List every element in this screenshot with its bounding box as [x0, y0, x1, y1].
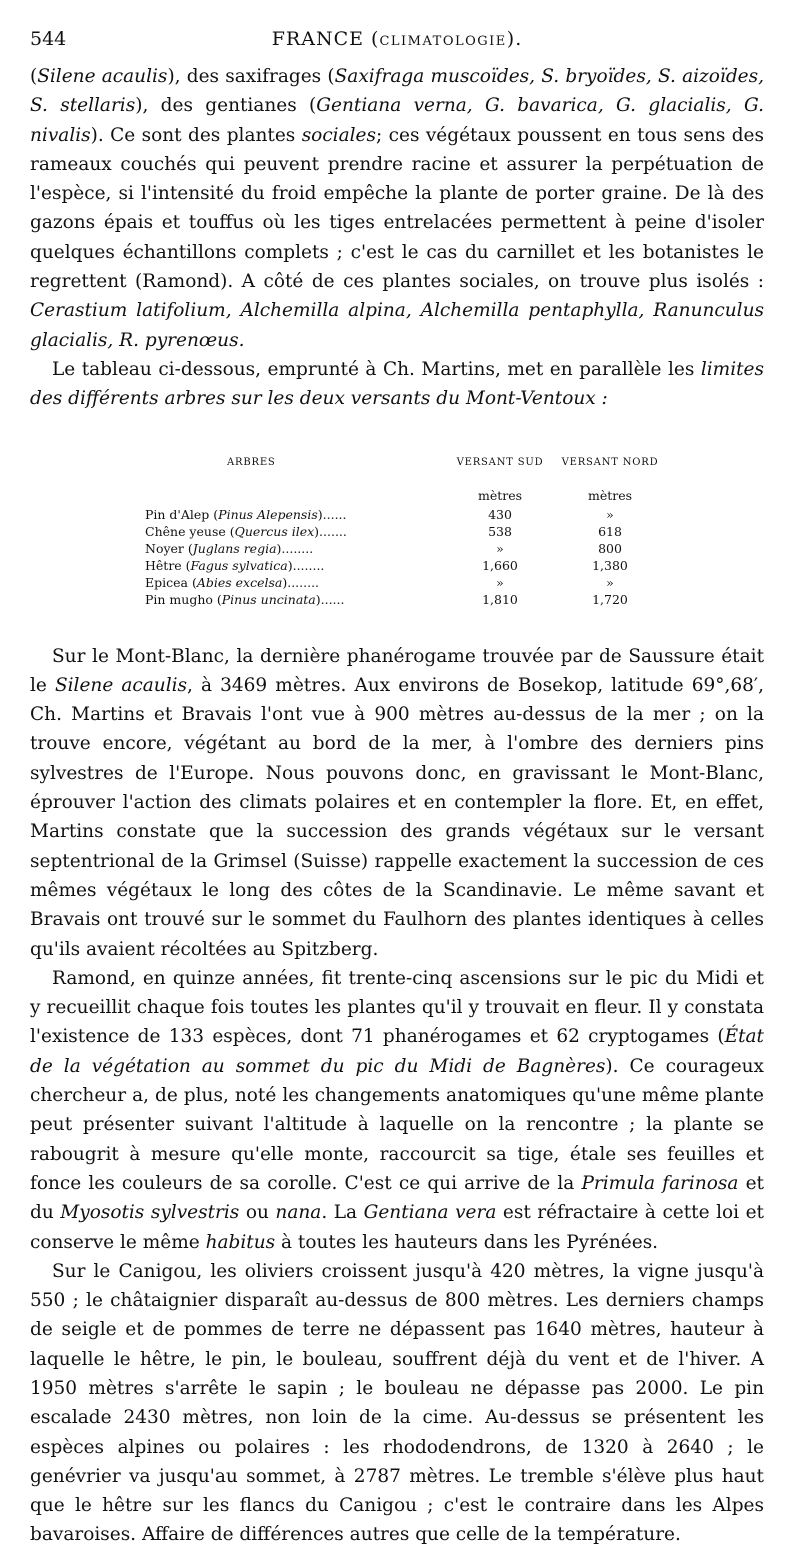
table-row: Chêne yeuse (Quercus ilex)....... 538 618	[145, 523, 622, 539]
table-row: Epicea (Abies excelsa)........ » »	[145, 574, 614, 590]
table-units-row	[145, 487, 665, 504]
trees-limits-table	[145, 454, 665, 608]
paragraph-mont-blanc: Sur le Mont-Blanc, la dernière phanérogame trouvée par de Saussure était le Silene acaulis, à 3469 mètres. Aux environs de Bosekop, latitude 69°,68′, Ch. Martins et Bravais l'ont vue à 900 mètres au-dessus de la mer ; on la trouve encore, végétant au bord de la mer, à l'ombre des derniers pins sylvestres de l'Europe. Nous pouvons donc, en gravissant le Mont-Blanc, éprouver l'action des climats polaires et en contempler la flore. Et, en effet, Martins constate que la succession des grands végétaux sur le versant septentrional de la Grimsel (Suisse) rappelle exactement la succession de ces mêmes végétaux le long des côtes de la Scandinavie. Le même savant et Bravais ont trouvé sur le sommet du Faulhorn des plantes identiques à celles qu'ils avaient récoltées au Spitzberg.	[30, 645, 764, 960]
table-row: Pin d'Alep (Pinus Alepensis)...... 430 »	[145, 506, 614, 522]
unit-nord: mètres	[587, 487, 633, 503]
unit-sud: mètres	[477, 487, 523, 503]
table-row: Hêtre (Fagus sylvatica)........ 1,660 1,380	[145, 557, 628, 573]
header-arbres: ARBRES	[227, 456, 276, 468]
table-header-row	[145, 454, 665, 471]
paragraph-table-intro: Le tableau ci-dessous, emprunté à Ch. Martins, met en parallèle les limites des différents arbres sur les deux versants du Mont-Ventoux :	[30, 358, 764, 410]
running-title: FRANCE (CLIMATOLOGIE).	[271, 28, 523, 50]
table-row: Pin mugho (Pinus uncinata)...... 1,810 1,720	[145, 591, 628, 607]
page-header	[30, 28, 764, 62]
header-versant-nord: VERSANT NORD	[561, 456, 659, 468]
paragraph-plants-sociales: (Silene acaulis), des saxifrages (Saxifraga muscoïdes, S. bryoïdes, S. aizoïdes, S. stellaris), des gentianes (Gentiana verna, G. bavarica, G. glacialis, G. nivalis). Ce sont des plantes sociales; ces végétaux poussent en tous sens des rameaux couchés qui peuvent prendre racine et assurer la perpétuation de l'espèce, si l'intensité du froid empêche la plante de porter graine. De là des gazons épais et touffus où les tiges entrelacées permettent à peine d'isoler quelques échantillons complets ; c'est le cas du carnillet et les botanistes le regrettent (Ramond). A côté de ces plantes sociales, on trouve plus isolés : Cerastium latifolium, Alchemilla alpina, Alchemilla pentaphylla, Ranunculus glacialis, R. pyrenœus.	[30, 66, 764, 351]
page-number: 544	[30, 28, 67, 50]
paragraph-canigou: Sur le Canigou, les oliviers croissent jusqu'à 420 mètres, la vigne jusqu'à 550 ; le châtaignier disparaît au-dessus de 800 mètres. Les derniers champs de seigle et de pommes de terre ne dépassent pas 1640 mètres, hauteur à laquelle le hêtre, le pin, le bouleau, souffrent déjà du vent et de l'hiver. A 1950 mètres s'arrête le sapin ; le bouleau ne dépasse pas 2000. Le pin escalade 2430 mètres, non loin de la cime. Au-dessus se présentent les espèces alpines ou polaires : les rhododendrons, de 1320 à 2640 ; le genévrier va jusqu'au sommet, à 2787 mètres. Le tremble s'élève plus haut que le hêtre sur les flancs du Canigou ; c'est le contraire dans les Alpes bavaroises. Affaire de différences autres que celle de la température.	[30, 1260, 764, 1546]
book-page	[30, 28, 764, 1550]
header-versant-sud: VERSANT SUD	[456, 456, 544, 468]
paragraph-ramond: Ramond, en quinze années, fit trente-cinq ascensions sur le pic du Midi et y recueillit chaque fois toutes les plantes qu'il y trouvait en fleur. Il y constata l'existence de 133 espèces, dont 71 phanérogames et 62 cryptogames (État de la végétation au sommet du pic du Midi de Bagnères). Ce courageux chercheur a, de plus, noté les changements anatomiques qu'une même plante peut présenter suivant l'altitude à laquelle on la rencontre ; la plante se rabougrit à mesure qu'elle monte, raccourcit sa tige, étale ses feuilles et fonce les couleurs de sa corolle. C'est ce qui arrive de la Primula farinosa et du Myosotis sylvestris ou nana. La Gentiana vera est réfractaire à cette loi et conserve le même habitus à toutes les hauteurs dans les Pyrénées.	[30, 967, 764, 1253]
table-row: Noyer (Juglans regia)........ » 800	[145, 540, 622, 556]
